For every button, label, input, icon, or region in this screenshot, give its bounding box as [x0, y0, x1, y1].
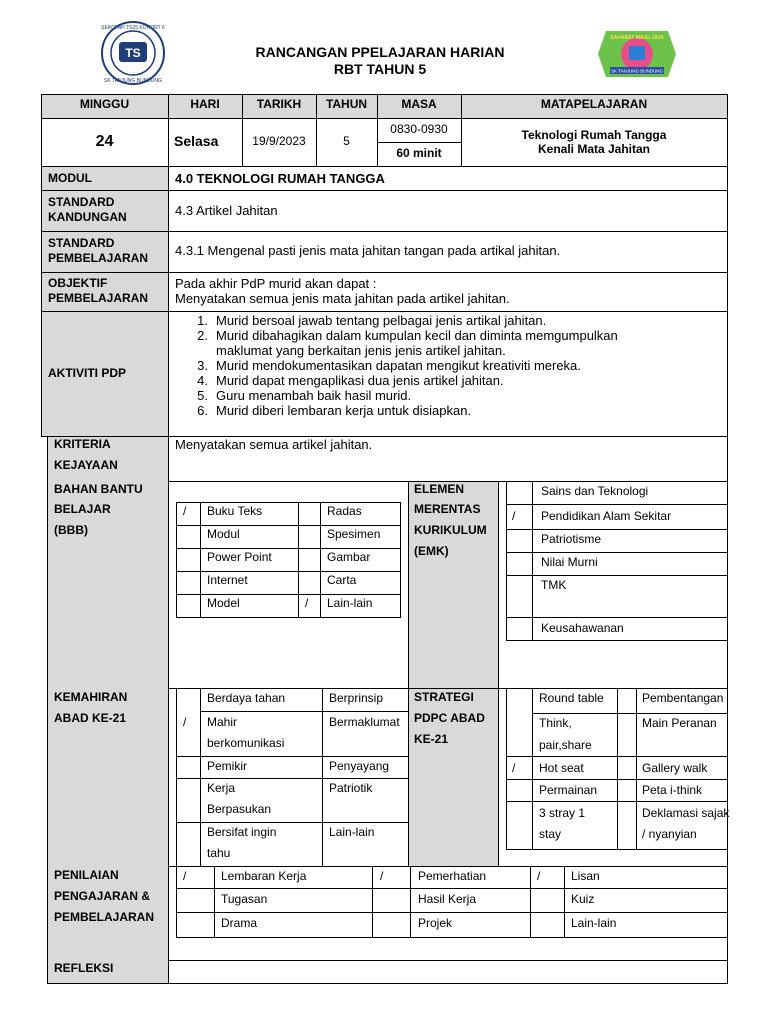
penilaian-mark: / [537, 869, 541, 883]
abad-label-1: KEMAHIRAN [54, 690, 128, 704]
left-logo-center-text: TS [125, 46, 141, 60]
penilaian-item: Kuiz [571, 892, 595, 906]
masa-time: 0830-0930 [390, 122, 448, 136]
tahun-value: 5 [343, 134, 350, 148]
sp-value: 4.3.1 Mengenal pasti jenis mata jahitan tangan pada artikal jahitan. [175, 243, 561, 258]
strategi-item: Main Peranan [642, 716, 717, 730]
aktiviti-label: AKTIVITI PDP [48, 366, 127, 380]
emk-mark: / [512, 509, 516, 523]
abad-item: Berprinsip [329, 691, 384, 705]
header-hari: HARI [190, 97, 220, 111]
bbb-item: Lain-lain [327, 596, 373, 610]
emk-label-2: MERENTAS [414, 502, 481, 516]
strategi-label-2: PDPC ABAD [414, 711, 485, 725]
penilaian-label-2: PENGAJARAN & [54, 889, 151, 903]
abad-item: Lain-lain [329, 825, 375, 839]
abad-label-2: ABAD KE-21 [54, 711, 127, 725]
school-logo-right [596, 27, 678, 81]
emk-item: Keusahawanan [541, 621, 624, 635]
header-tarikh: TARIKH [256, 97, 302, 111]
refleksi-field[interactable] [169, 961, 727, 983]
kriteria-value: Menyatakan semua artikel jahitan. [175, 437, 373, 452]
strategi-item-cont: / nyanyian [642, 827, 697, 841]
sk-label-1: STANDARD [48, 195, 115, 209]
bbb-label-3: (BBB) [54, 523, 88, 537]
strategi-item: 3 stray 1 [539, 806, 586, 820]
page-subtitle: RBT TAHUN 5 [333, 61, 427, 77]
tarikh-value: 19/9/2023 [252, 134, 306, 148]
bbb-mark: / [305, 596, 309, 610]
strategi-item: Deklamasi sajak [642, 806, 730, 820]
abad-mark: / [183, 715, 187, 729]
strategi-item: Gallery walk [642, 761, 708, 775]
school-logo-left [95, 20, 171, 86]
abad-item: Bersifat ingin [207, 825, 277, 839]
strategi-item-cont: pair,share [539, 738, 592, 752]
emk-item: Pendidikan Alam Sekitar [541, 509, 672, 523]
penilaian-item: Hasil Kerja [418, 892, 477, 906]
emk-item: TMK [541, 578, 567, 592]
penilaian-item: Drama [221, 916, 258, 930]
strategi-item-cont: stay [539, 827, 562, 841]
penilaian-item: Lembaran Kerja [221, 869, 307, 883]
kriteria-label-2: KEJAYAAN [54, 458, 118, 472]
objektif-label-1: OBJEKTIF [48, 276, 108, 290]
modul-label: MODUL [48, 171, 92, 185]
strategi-item: Pembentangan [642, 691, 724, 705]
abad-item: Berdaya tahan [207, 691, 286, 705]
list-item: 1. Murid bersoal jawab tentang pelbagai jenis artikal jahitan. [197, 313, 547, 328]
page-title: RANCANGAN PPELAJARAN HARIAN [255, 44, 505, 60]
hari-value: Selasa [174, 133, 219, 149]
strategi-item: Permainan [539, 783, 598, 797]
bbb-item: Radas [327, 504, 362, 518]
emk-label-3: KURIKULUM [414, 523, 487, 537]
header-tahun: TAHUN [325, 97, 368, 111]
emk-label-1: ELEMEN [414, 482, 465, 496]
right-logo-top-text: SAHABAT MAJU JAYA [610, 35, 664, 41]
penilaian-mark: / [183, 869, 187, 883]
list-item: 4. Murid dapat mengaplikasi dua jenis artikel jahitan. [197, 373, 504, 388]
list-item: 2. Murid dibahagikan dalam kumpulan kecil dan diminta memgumpulkan [197, 328, 618, 343]
modul-value: 4.0 TEKNOLOGI RUMAH TANGGA [175, 171, 385, 186]
list-item: 5. Guru menambah baik hasil murid. [197, 388, 412, 403]
strategi-item: Peta i-think [642, 783, 703, 797]
bbb-item: Modul [207, 527, 240, 541]
masa-duration: 60 minit [396, 146, 442, 160]
abad-item-cont: berkomunikasi [207, 736, 285, 750]
emk-item: Patriotisme [541, 532, 602, 546]
bbb-item: Buku Teks [207, 504, 263, 518]
penilaian-item: Lain-lain [571, 916, 617, 930]
list-item-continuation: maklumat yang berkaitan jenis jenis artikel jahitan. [216, 343, 506, 358]
abad-item: Penyayang [329, 759, 390, 773]
bbb-item: Carta [327, 573, 357, 587]
list-item: 6. Murid diberi lembaran kerja untuk disiapkan. [197, 403, 472, 418]
penilaian-label-3: PEMBELAJARAN [54, 910, 155, 924]
sp-label-1: STANDARD [48, 236, 115, 250]
bbb-item: Power Point [207, 550, 272, 564]
penilaian-label-1: PENILAIAN [54, 868, 119, 882]
objektif-line2: Menyatakan semua jenis mata jahitan pada artikel jahitan. [175, 291, 510, 306]
header-masa: MASA [401, 97, 437, 111]
right-logo-bottom-text: SK TANJUNG BUNDUNG [610, 68, 664, 74]
penilaian-item: Tugasan [221, 892, 268, 906]
emk-item: Sains dan Teknologi [541, 484, 649, 498]
bbb-label-1: BAHAN BANTU [54, 482, 143, 496]
header-minggu: MINGGU [79, 97, 130, 111]
penilaian-item: Lisan [571, 869, 600, 883]
left-logo-top-text: SEKOLAH TS25 KOHORT 6 [101, 25, 165, 31]
bbb-item: Gambar [327, 550, 371, 564]
strategi-mark: / [512, 761, 516, 775]
strategi-item: Round table [539, 691, 604, 705]
abad-item-cont: Berpasukan [207, 802, 272, 816]
strategi-label-1: STRATEGI [414, 690, 474, 704]
objektif-label-2: PEMBELAJARAN [48, 291, 149, 305]
sk-label-2: KANDUNGAN [48, 210, 127, 224]
penilaian-mark: / [380, 869, 384, 883]
strategi-label-3: KE-21 [414, 732, 449, 746]
bbb-label-2: BELAJAR [54, 502, 111, 516]
left-logo-bottom-text: SK TANJUNG BUNDUNG [104, 78, 162, 84]
emk-item: Nilai Murni [541, 555, 598, 569]
abad-item-cont: tahu [207, 846, 231, 860]
header-matapelajaran: MATAPELAJARAN [540, 97, 648, 111]
abad-item: Patriotik [329, 781, 373, 795]
bbb-item: Internet [207, 573, 248, 587]
strategi-item: Hot seat [539, 761, 584, 775]
matapelajaran-line2: Kenali Mata Jahitan [537, 142, 651, 156]
penilaian-item: Projek [418, 916, 453, 930]
abad-item: Kerja [207, 781, 236, 795]
kriteria-label-1: KRITERIA [54, 437, 111, 451]
objektif-line1: Pada akhir PdP murid akan dapat : [175, 276, 377, 291]
abad-item: Pemikir [207, 759, 248, 773]
matapelajaran-line1: Teknologi Rumah Tangga [521, 128, 667, 142]
abad-item: Bermaklumat [329, 715, 400, 729]
emk-label-4: (EMK) [414, 544, 449, 558]
refleksi-label: REFLEKSI [54, 961, 114, 975]
list-item: 3. Murid mendokumentasikan dapatan mengikut kreativiti mereka. [197, 358, 581, 373]
abad-item: Mahir [207, 715, 238, 729]
strategi-item: Think, [539, 716, 572, 730]
sk-value: 4.3 Artikel Jahitan [175, 203, 278, 218]
bbb-item: Model [207, 596, 240, 610]
minggu-value: 24 [95, 133, 114, 150]
bbb-mark: / [183, 504, 187, 518]
penilaian-item: Pemerhatian [418, 869, 487, 883]
bbb-item: Spesimen [327, 527, 381, 541]
sp-label-2: PEMBELAJARAN [48, 251, 149, 265]
